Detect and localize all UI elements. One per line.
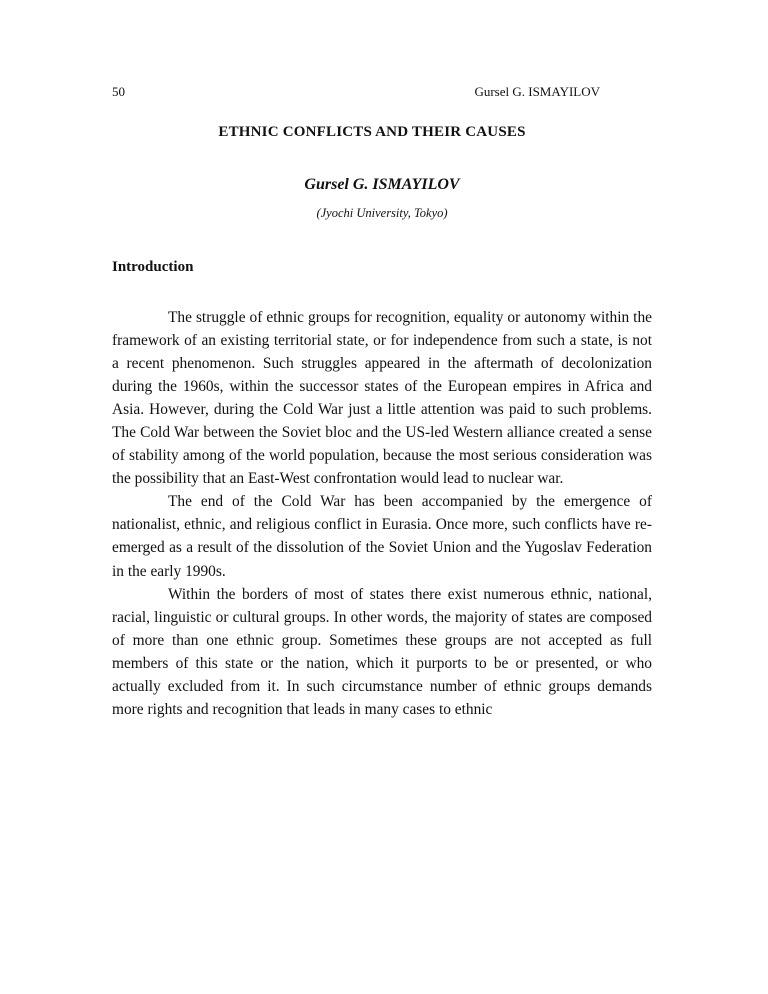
running-head-author: Gursel G. ISMAYILOV <box>474 84 600 99</box>
section-heading: Introduction <box>112 259 194 275</box>
author-affiliation: (Jyochi University, Tokyo) <box>316 206 448 220</box>
author-name: Gursel G. ISMAYILOV <box>304 176 460 193</box>
article-title: ETHNIC CONFLICTS AND THEIR CAUSES <box>218 124 526 140</box>
paragraph: The end of the Cold War has been accompanied by the emergence of nationalist, ethnic, and religious conflict in Eurasia. Once more, such conflicts have re-emerged as a result of the dissolution of the Soviet Union and the Yugoslav Federation in the early 1990s. <box>112 493 652 580</box>
paragraph: Within the borders of most of states there exist numerous ethnic, national, racial, linguistic or cultural groups. In other words, the majority of states are composed of more than one ethnic group. Sometimes these groups are not accepted as full members of this state or the nation, which it purports to be or presented, or who actually excluded from it. In such circumstance number of ethnic groups demands more rights and recognition that leads in many cases to ethnic <box>112 585 652 718</box>
page-number: 50 <box>112 84 125 99</box>
body-text <box>112 306 652 721</box>
paragraph: The struggle of ethnic groups for recognition, equality or autonomy within the framework of an existing territorial state, or for independence from such a state, is not a recent phenomenon. Such struggles appeared in the aftermath of decolonization during the 1960s, within the successor states of the European empires in Africa and Asia. However, during the Cold War just a little attention was paid to such problems. The Cold War between the Soviet bloc and the US-led Western alliance created a sense of stability among of the world population, because the most serious consideration was the possibility that an East-West confrontation would lead to nuclear war. <box>112 309 652 488</box>
